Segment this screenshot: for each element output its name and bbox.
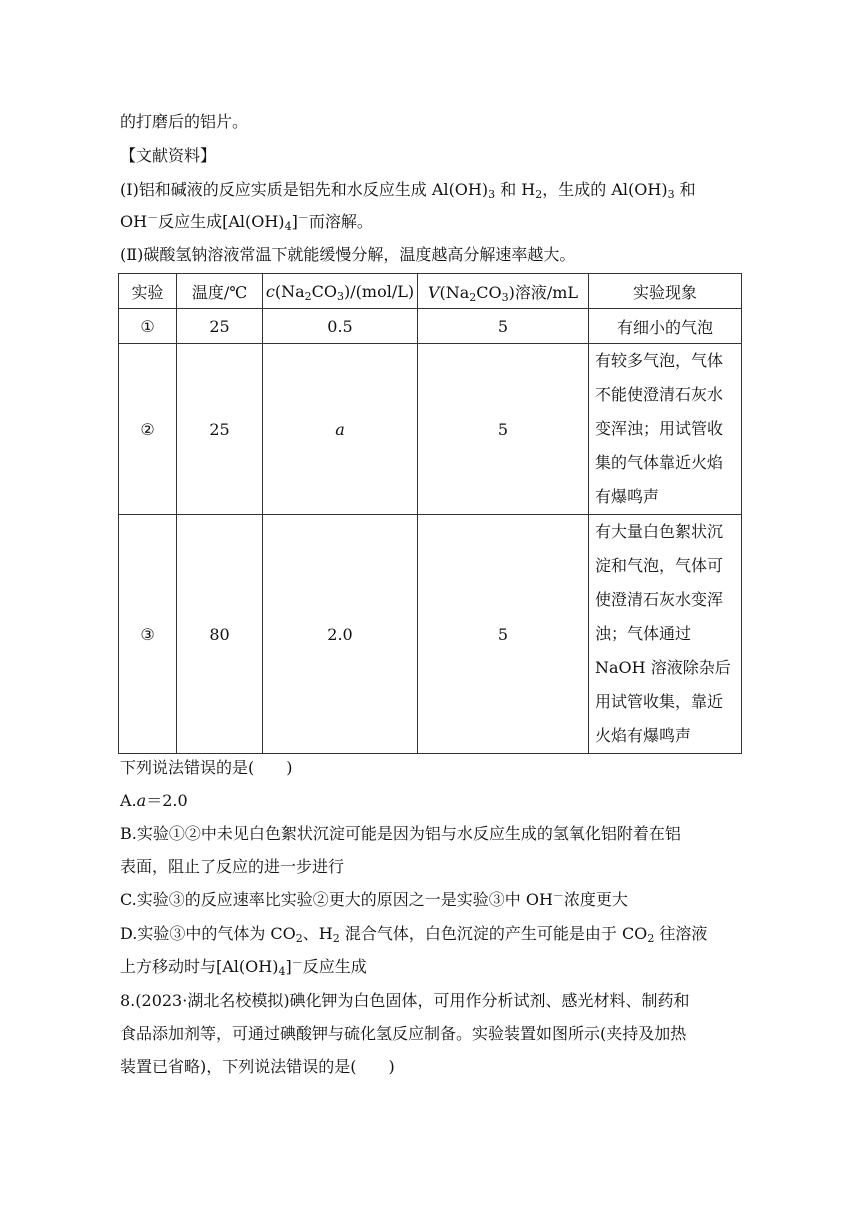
phenomenon-line: 有较多气泡，气体	[595, 351, 724, 370]
phenomenon-line: 使澄清石灰水变浑	[595, 590, 724, 609]
cell-temperature: 25	[177, 344, 263, 515]
table-row	[119, 344, 742, 515]
intro-line: 的打磨后的铝片。	[120, 112, 249, 131]
header-temperature: 温度/℃	[177, 274, 263, 309]
cell-phenomenon	[589, 344, 742, 515]
literature-item-2: (Ⅱ)碳酸氢钠溶液常温下就能缓慢分解，温度越高分解速率越大。	[120, 245, 576, 264]
option-d-line-1: D.实验③中的气体为 $CO_2$、$H_2$ 混合气体，白色沉淀的产生可能是由于 $CO_2$ 往溶液	[120, 924, 708, 945]
literature-heading: 【文献资料】	[120, 146, 217, 165]
header-phenomenon: 实验现象	[589, 274, 742, 309]
header-concentration: $c(Na_2CO_3)/(mol/L)$	[263, 274, 418, 309]
cell-volume: 5	[418, 515, 589, 754]
experiment-table	[118, 273, 742, 754]
phenomenon-line: 浊；气体通过	[595, 624, 692, 643]
phenomenon-line: 淀和气泡，气体可	[595, 556, 724, 575]
option-c: C.实验③的反应速率比实验②更大的原因之一是实验③中 OH－浓度更大	[120, 889, 628, 909]
phenomenon-line: 集的气体靠近火焰	[595, 453, 724, 472]
cell-volume: 5	[418, 344, 589, 515]
cell-concentration: a	[263, 344, 418, 515]
phenomenon-line: 火焰有爆鸣声	[595, 726, 692, 745]
table-row	[119, 515, 742, 754]
cell-temperature: 80	[177, 515, 263, 754]
cell-phenomenon	[589, 309, 742, 344]
cell-concentration: 0.5	[263, 309, 418, 344]
next-question-line-3: 装置已省略)，下列说法错误的是( )	[120, 1057, 395, 1076]
table-row	[119, 309, 742, 344]
phenomenon-line: 用试管收集，靠近	[595, 692, 724, 711]
cell-concentration: 2.0	[263, 515, 418, 754]
option-b-line-1: B.实验①②中未见白色絮状沉淀可能是因为铝与水反应生成的氢氧化铝附着在铝	[120, 824, 681, 843]
literature-item-1-line-2: OH－反应生成$[Al(OH)_4]^-$而溶解。	[120, 211, 373, 233]
header-experiment: 实验	[119, 274, 177, 309]
next-question-line-2: 食品添加剂等，可通过碘酸钾与硫化氢反应制备。实验装置如图所示(夹持及加热	[120, 1024, 687, 1043]
cell-volume: 5	[418, 309, 589, 344]
phenomenon-line: 变浑浊；用试管收	[595, 419, 724, 438]
phenomenon-line: 有细小的气泡	[616, 317, 713, 337]
option-d-line-2: 上方移动时与$[Al(OH)_4]^-$反应生成	[120, 956, 367, 978]
phenomenon-line: NaOH 溶液除杂后	[595, 658, 731, 677]
cell-experiment-id: ①	[119, 309, 177, 344]
question-stem: 下列说法错误的是( )	[120, 758, 293, 777]
cell-experiment-id: ③	[119, 515, 177, 754]
cell-temperature: 25	[177, 309, 263, 344]
literature-item-1-line-1: (Ⅰ)铝和碱液的反应实质是铝先和水反应生成 $Al(OH)_3$ 和 $H_2$，生成的 $Al(OH)_3$ 和	[120, 180, 696, 201]
table-header-row	[119, 274, 742, 309]
option-a: A.a＝2.0	[120, 791, 188, 810]
next-question-line-1: 8.(2023·湖北名校模拟)碘化钾为白色固体，可用作分析试剂、感光材料、制药和	[120, 991, 690, 1010]
option-b-line-2: 表面，阻止了反应的进一步进行	[120, 857, 345, 876]
cell-phenomenon	[589, 515, 742, 754]
phenomenon-line: 有大量白色絮状沉	[595, 522, 724, 541]
header-volume: $V(Na_2CO_3)$溶液/mL	[418, 274, 589, 309]
phenomenon-line: 不能使澄清石灰水	[595, 385, 724, 404]
cell-experiment-id: ②	[119, 344, 177, 515]
phenomenon-line: 有爆鸣声	[595, 487, 660, 506]
